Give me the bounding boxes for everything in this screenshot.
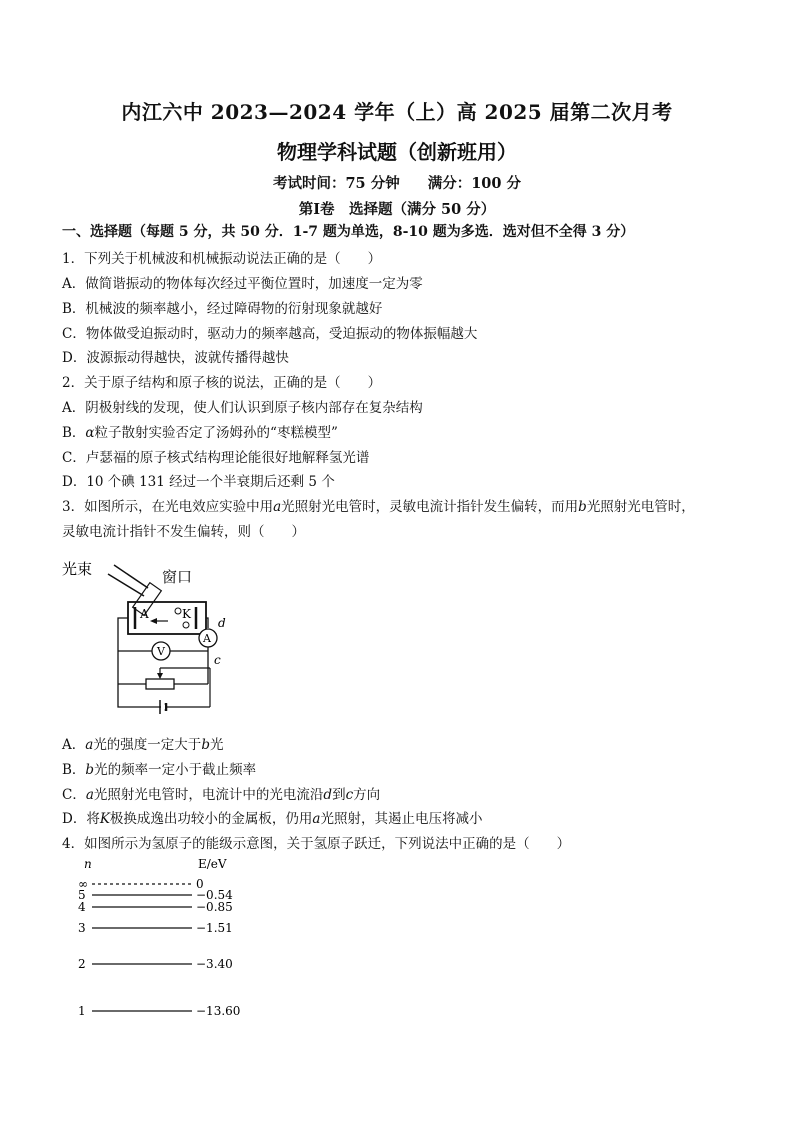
level-n-label: 3 xyxy=(78,921,86,935)
q3-option-c: C．a光照射光电管时，电流计中的光电流沿d到c方向 xyxy=(62,787,381,803)
full-score: 满分：100 分 xyxy=(427,175,522,192)
level-energy-label: −1.51 xyxy=(196,921,233,935)
svg-text:A: A xyxy=(140,607,149,621)
level-n-label: 2 xyxy=(78,957,86,971)
level-energy-label: −13.60 xyxy=(196,1004,241,1018)
q1-option-d: D．波源振动得越快，波就传播得越快 xyxy=(62,350,289,366)
exam-title: 内江六中 2023—2024 学年（上）高 2025 届第二次月考 xyxy=(121,100,673,124)
q3-option-b: B．b光的频率一定小于截止频率 xyxy=(62,762,257,778)
q2-option-b: B．α粒子散射实验否定了汤姆孙的“枣糕模型” xyxy=(62,425,338,441)
svg-text:d: d xyxy=(218,616,226,630)
photoelectric-circuit-figure xyxy=(62,552,252,724)
level-n-label: 1 xyxy=(78,1004,86,1018)
q1-option-a: A．做简谐振动的物体每次经过平衡位置时，加速度一定为零 xyxy=(62,276,423,292)
level-n-label: 4 xyxy=(78,900,86,914)
q2-option-d: D．10 个碘 131 经过一个半衰期后还剩 5 个 xyxy=(62,474,335,490)
q1-option-b: B．机械波的频率越小，经过障碍物的衍射现象就越好 xyxy=(62,301,383,317)
n-axis-label: n xyxy=(84,857,92,871)
svg-text:c: c xyxy=(214,653,221,667)
q3-option-d: D．将K极换成逸出功较小的金属板，仍用a光照射，其遏止电压将减小 xyxy=(62,811,483,827)
level-energy-label: 0 xyxy=(196,877,204,891)
q3-option-a: A．a光的强度一定大于b光 xyxy=(62,737,224,753)
q3-stem-line1: 3．如图所示，在光电效应实验中用a光照射光电管时，灵敏电流计指针发生偏转，而用b光照射光电管时， xyxy=(62,499,695,515)
q1-stem: 1．下列关于机械波和机械振动说法正确的是（ ） xyxy=(62,251,382,267)
svg-text:A: A xyxy=(203,632,211,645)
part-heading: 第Ⅰ卷 选择题（满分 50 分） xyxy=(298,201,496,218)
exam-time: 考试时间：75 分钟 xyxy=(272,175,400,192)
light-beam-label: 光束 xyxy=(62,560,93,578)
q1-option-c: C．物体做受迫振动时，驱动力的频率越高，受迫振动的物体振幅越大 xyxy=(62,326,478,342)
q2-option-a: A．阴极射线的发现，使人们认识到原子核内部存在复杂结构 xyxy=(62,400,423,416)
svg-text:V: V xyxy=(157,645,165,658)
exam-subtitle: 物理学科试题（创新班用） xyxy=(277,140,517,164)
q3-stem-line2: 灵敏电流计指针不发生偏转，则（ ） xyxy=(62,524,305,540)
energy-level-diagram xyxy=(70,856,270,1026)
section-heading: 一、选择题（每题 5 分，共 50 分．1-7 题为单选，8-10 题为多选．选对但不全得 3 分） xyxy=(62,224,635,240)
svg-text:K: K xyxy=(182,607,191,621)
exam-info xyxy=(0,172,794,193)
q2-stem: 2．关于原子结构和原子核的说法，正确的是（ ） xyxy=(62,375,382,391)
level-n-label: ∞ xyxy=(78,877,88,891)
q4-stem: 4．如图所示为氢原子的能级示意图，关于氢原子跃迁，下列说法中正确的是（ ） xyxy=(62,836,571,852)
rheostat-icon xyxy=(146,679,174,689)
q2-option-c: C．卢瑟福的原子核式结构理论能很好地解释氢光谱 xyxy=(62,450,370,466)
window-label: 窗口 xyxy=(162,568,193,586)
level-energy-label: −0.54 xyxy=(196,888,233,902)
level-n-label: 5 xyxy=(78,888,86,902)
energy-axis-label: E/eV xyxy=(198,857,227,871)
level-energy-label: −0.85 xyxy=(196,900,233,914)
level-energy-label: −3.40 xyxy=(196,957,233,971)
